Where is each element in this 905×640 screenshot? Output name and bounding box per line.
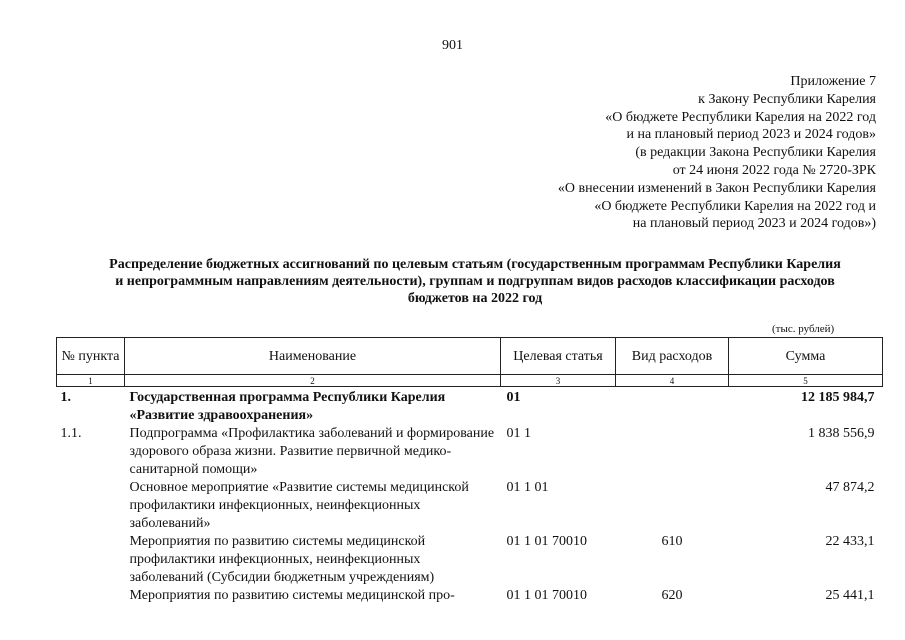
column-number: 3 (501, 375, 616, 387)
column-number: 5 (729, 375, 883, 387)
column-number-row (57, 375, 883, 387)
row-expense (616, 387, 729, 426)
appendix-line: (в редакции Закона Республики Карелия (635, 145, 876, 161)
row-expense (616, 479, 729, 533)
row-name: Государственная программа Республики Карелия «Развитие здравоохранения» (129, 390, 446, 423)
table-row (57, 387, 883, 426)
appendix-line: Приложение 7 (790, 74, 876, 89)
appendix-line: «О внесении изменений в Закон Республики Карелия (557, 180, 876, 196)
row-expense: 610 (661, 534, 683, 549)
table-row (57, 587, 883, 605)
title-line: Распределение бюджетных ассигнований по целевым статьям (государственным программам Республики Карелия (109, 257, 841, 272)
row-sum: 47 874,2 (825, 480, 875, 495)
row-name: Мероприятия по развитию системы медицинской про- (129, 588, 455, 603)
row-num: 1.1. (60, 426, 82, 441)
header-sum: Сумма (729, 338, 883, 375)
document-title (60, 256, 890, 307)
appendix-header (558, 73, 876, 233)
column-number: 4 (616, 375, 729, 387)
row-expense: 620 (661, 588, 683, 603)
column-number: 2 (125, 375, 501, 387)
header-num: № пункта (57, 338, 125, 375)
row-article: 01 1 01 70010 (506, 588, 587, 603)
row-num (57, 533, 125, 587)
row-name: Основное мероприятие «Развитие системы медицинской профилактики инфекционных, неинфекционных заболеваний» (129, 480, 469, 531)
appendix-line: к Закону Республики Карелия (698, 91, 876, 107)
table-row (57, 533, 883, 587)
table-row (57, 425, 883, 479)
table-header-row (57, 338, 883, 375)
appendix-line: и на плановый период 2023 и 2024 годов» (626, 127, 876, 143)
row-sum: 12 185 984,7 (801, 390, 875, 405)
row-article: 01 1 01 70010 (506, 534, 587, 549)
header-article: Целевая статья (501, 338, 616, 375)
row-name: Подпрограмма «Профилактика заболеваний и формирование здорового образа жизни. Развитие первичной медико-санитарной помощи» (129, 426, 495, 477)
row-article: 01 1 01 (506, 480, 549, 495)
row-name: Мероприятия по развитию системы медицинской профилактики инфекционных, неинфекционных заболеваний (Субсидии бюджетным учреждениям) (129, 534, 435, 585)
row-sum: 22 433,1 (825, 534, 875, 549)
row-num: 1. (60, 390, 71, 405)
row-sum: 1 838 556,9 (808, 426, 875, 441)
appendix-line: на плановый период 2023 и 2024 годов») (632, 216, 876, 232)
units-label: (тыс. рублей) (772, 323, 835, 335)
header-name: Наименование (125, 338, 501, 375)
appendix-line: от 24 июня 2022 года № 2720-ЗРК (672, 162, 876, 178)
title-line: бюджетов на 2022 год (407, 291, 543, 306)
title-line: и непрограммным направлениям деятельности), группам и подгруппам видов расходов классификации расходов (115, 274, 835, 289)
row-num (57, 479, 125, 533)
row-article: 01 1 (506, 426, 531, 441)
row-sum: 25 441,1 (825, 588, 875, 603)
appendix-line: «О бюджете Республики Карелия на 2022 год и (594, 198, 876, 214)
budget-table (56, 337, 883, 605)
row-num (57, 587, 125, 605)
header-expense: Вид расходов (616, 338, 729, 375)
row-article: 01 (506, 390, 521, 405)
column-number: 1 (57, 375, 125, 387)
table-row (57, 479, 883, 533)
appendix-line: «О бюджете Республики Карелия на 2022 год (605, 109, 876, 125)
page-number: 901 (442, 38, 463, 53)
row-expense (616, 425, 729, 479)
